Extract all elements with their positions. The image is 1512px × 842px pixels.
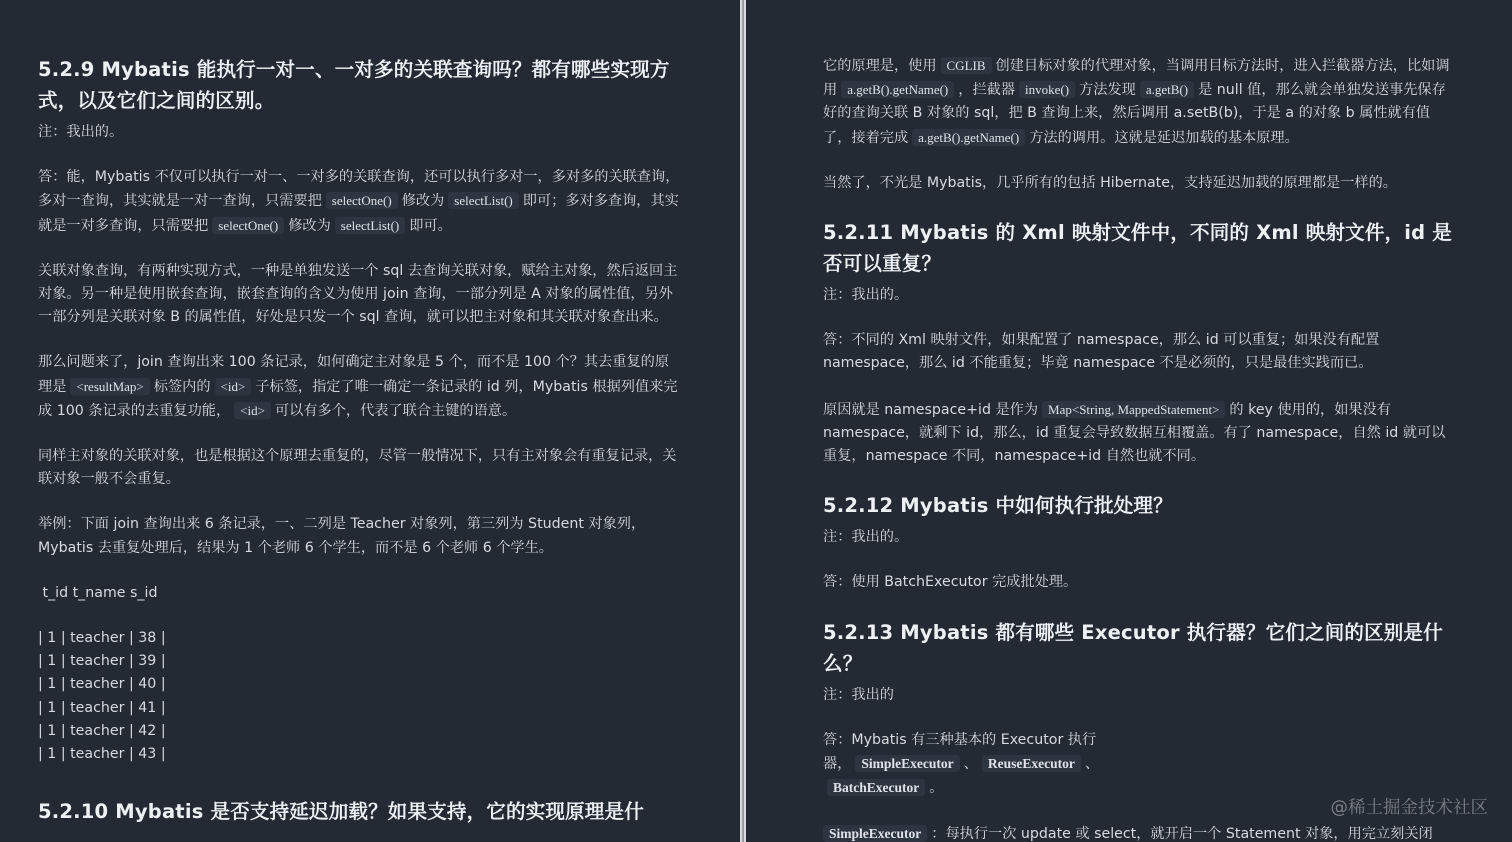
code-inline: selectList() bbox=[448, 192, 518, 209]
impl-paragraph: 关联对象查询，有两种实现方式，一种是单独发送一个 sql 去查询关联对象，赋给主对象，然后返回主对象。另一种是使用嵌套查询，嵌套查询的含义为使用 join 查询，一部分列是 A 对象的属性值，另外一部分列是关联对象 B 的属性值，好处是只发一个 sql 查询，就可以把主对象和其关联对象查出来。 bbox=[38, 262, 678, 326]
heading-5-2-10: 5.2.10 Mybatis 是否支持延迟加载？如果支持，它的实现原理是什 bbox=[38, 800, 644, 824]
result-table bbox=[38, 627, 680, 766]
note: 注：我出的。 bbox=[38, 124, 124, 140]
note: 注：我出的。 bbox=[823, 287, 909, 304]
right-page bbox=[746, 0, 1512, 842]
answer-paragraph: 答：能，Mybatis 不仅可以执行一对一、一对多的关联查询，还可以执行多对一，多对多的关联查询，多对一查询，其实就是一对一查询，只需要把 selectOne() 修改为 selectList() 即可；多对多查询，其实就是一对多查询，只需要把 selectOne() 修改为 selectList() 即可。 bbox=[38, 169, 680, 234]
code-inline: a.getB().getName() bbox=[912, 129, 1025, 146]
watermark: @稀土掘金技术社区 bbox=[1330, 798, 1488, 818]
code-inline: <id> bbox=[234, 402, 271, 419]
table-row: | 1 | teacher | 40 | bbox=[38, 676, 166, 693]
table-row: | 1 | teacher | 42 | bbox=[38, 722, 166, 739]
lazy-load-paragraph: 它的原理是，使用 CGLIB 创建目标对象的代理对象，当调用目标方法时，进入拦截器方法，比如调用 a.getB().getName() ，拦截器 invoke() 方法发现 a.getB() 是 null 值，那么就会单独发送事先保存好的查询关联 B 对象的 sql，把 B 查询上来，然后调用 a.setB(b)，于是 a 的对象 b 属性就有值了，接着完成 a.getB().getName() 方法的调用。这就是延迟加载的基本原理。 bbox=[823, 58, 1450, 146]
note: 注：我出的 bbox=[823, 686, 894, 703]
code-inline: ReuseExecutor bbox=[982, 755, 1081, 772]
left-page bbox=[0, 0, 740, 842]
code-inline: <id> bbox=[215, 378, 252, 395]
table-row: | 1 | teacher | 43 | bbox=[38, 746, 166, 763]
answer-paragraph: 答：Mybatis 有三种基本的 Executor 执行器， SimpleExecutor 、 ReuseExecutor 、BatchExecutor 。 bbox=[823, 731, 1100, 797]
table-header: t_id t_name s_id bbox=[38, 584, 158, 601]
table-row: | 1 | teacher | 41 | bbox=[38, 699, 166, 716]
table-row: | 1 | teacher | 38 | bbox=[38, 630, 166, 647]
code-inline: selectList() bbox=[335, 217, 405, 234]
code-inline: SimpleExecutor bbox=[823, 825, 927, 842]
example-paragraph: 举例：下面 join 查询出来 6 条记录，一、二列是 Teacher 对象列，第三列为 Student 对象列，Mybatis 去重复处理后，结果为 1 个老师 6 个学生，而不是 6 个老师 6 个学生。 bbox=[38, 516, 646, 556]
heading-5-2-12: 5.2.12 Mybatis 中如何执行批处理？ bbox=[823, 494, 1173, 518]
heading-5-2-11: 5.2.11 Mybatis 的 Xml 映射文件中，不同的 Xml 映射文件，id 是否可以重复？ bbox=[823, 221, 1452, 276]
code-inline: CGLIB bbox=[941, 57, 992, 74]
table-row: | 1 | teacher | 39 | bbox=[38, 653, 166, 670]
heading-5-2-9: 5.2.9 Mybatis 能执行一对一、一对多的关联查询吗？都有哪些实现方式，以及它们之间的区别。 bbox=[38, 58, 670, 112]
code-inline: BatchExecutor bbox=[827, 779, 925, 796]
reason-paragraph: 原因就是 namespace+id 是作为 Map<String, MappedStatement> 的 key 使用的，如果没有 namespace，就剩下 id，那么，id 重复会导致数据互相覆盖。有了 namespace，自然 id 就可以重复，namespace 不同，namespace+id 自然也就不同。 bbox=[823, 401, 1446, 465]
same-paragraph: 同样主对象的关联对象，也是根据这个原理去重复的，尽管一般情况下，只有主对象会有重复记录，关联对象一般不会重复。 bbox=[38, 448, 677, 488]
code-inline: selectOne() bbox=[212, 217, 284, 234]
code-inline: SimpleExecutor bbox=[855, 755, 959, 772]
answer-paragraph: 答：不同的 Xml 映射文件，如果配置了 namespace，那么 id 可以重复；如果没有配置 namespace，那么 id 不能重复；毕竟 namespace 不是必须的，只是最佳实践而已。 bbox=[823, 332, 1380, 372]
code-inline: a.getB() bbox=[1140, 81, 1194, 98]
simple-executor-paragraph: SimpleExecutor ：每执行一次 update 或 select，就开启一个 Statement 对象，用完立刻关闭 bbox=[823, 822, 1452, 842]
code-inline: invoke() bbox=[1019, 81, 1075, 98]
all-frameworks-paragraph: 当然了，不光是 Mybatis，几乎所有的包括 Hibernate，支持延迟加载的原理都是一样的。 bbox=[823, 174, 1397, 191]
code-inline: <resultMap> bbox=[70, 378, 149, 395]
note: 注：我出的。 bbox=[823, 529, 909, 546]
code-inline: a.getB().getName() bbox=[841, 81, 954, 98]
dedup-paragraph: 那么问题来了，join 查询出来 100 条记录，如何确定主对象是 5 个，而不是 100 个？其去重复的原理是 <resultMap> 标签内的 <id> 子标签，指定了唯一确定一条记录的 id 列，Mybatis 根据列值来完成 100 条记录的去重复功能， <id> 可以有多个，代表了联合主键的语意。 bbox=[38, 354, 678, 419]
code-inline: selectOne() bbox=[326, 192, 398, 209]
answer-paragraph: 答：使用 BatchExecutor 完成批处理。 bbox=[823, 574, 1078, 591]
code-inline: Map<String, MappedStatement> bbox=[1042, 401, 1225, 418]
heading-5-2-13: 5.2.13 Mybatis 都有哪些 Executor 执行器？它们之间的区别是什么？ bbox=[823, 620, 1443, 675]
